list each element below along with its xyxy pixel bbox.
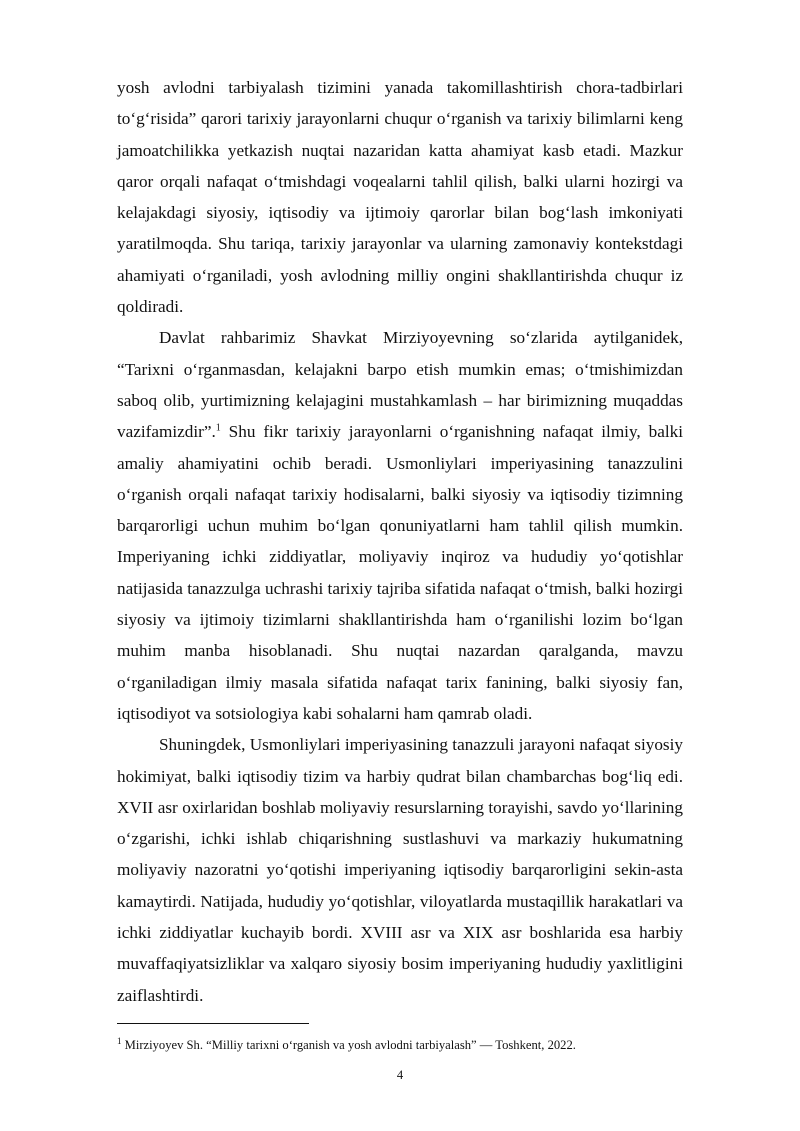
paragraph-text: Davlat rahbarimiz Shavkat Mirziyoyevning so‘zlarida aytilganidek, “Tarixni o‘rganmasdan, kelajakni barpo etish mumkin emas; o‘tmishimizdan saboq olib, yurtimizning kelajagini mustahkamlash – har birimizning muqaddas vazifamizdir”. bbox=[117, 328, 683, 442]
footnote bbox=[117, 1037, 683, 1053]
footnote-reference[interactable]: 1 bbox=[215, 422, 221, 434]
paragraph: yosh avlodni tarbiyalash tizimini yanada takomillashtirish chora-tadbirlari to‘g‘risida” qarori tarixiy jarayonlarni chuqur o‘rganish va tarixiy bilimlarni keng jamoatchilikka yetkazish nuqtai nazaridan katta ahamiyat kasb etadi. Mazkur qaror orqali nafaqat o‘tmishdagi voqealarni tahlil qilish, balki ularni hozirgi va kelajakdagi siyosiy, iqtisodiy va ijtimoiy qarorlar bilan bog‘lash imkoniyati yaratilmoqda. Shu tariqa, tarixiy jarayonlar va ularning zamonaviy kontekstdagi ahamiyati o‘rganiladi, yosh avlodning milliy ongini shakllantirishda chuqur iz qoldiradi. bbox=[117, 78, 683, 317]
paragraph: Shuningdek, Usmonliylari imperiyasining tanazzuli jarayoni nafaqat siyosiy hokimiyat, balki iqtisodiy tizim va harbiy qudrat bilan chambarchas bog‘liq edi. XVII asr oxirlaridan boshlab moliyaviy resurslarning torayishi, savdo yo‘llarining o‘zgarishi, ichki ishlab chiqarishning sustlashuvi va markaziy hukumatning moliyaviy nazoratni yo‘qotishi imperiyaning iqtisodiy barqarorligini sekin-asta kamaytirdi. Natijada, hududiy yo‘qotishlar, viloyatlarda mustaqillik harakatlari va ichki ziddiyatlar kuchayib bordi. XVIII asr va XIX asr boshlarida esa harbiy muvaffaqiyatsizliklar va xalqaro siyosiy bosim imperiyaning hududiy yaxlitligini zaiflashtirdi. bbox=[117, 735, 683, 1005]
paragraph-text: Shu fikr tarixiy jarayonlarni o‘rganishning nafaqat ilmiy, balki amaliy ahamiyatini ochib beradi. Usmonliylari imperiyasining tanazzulini o‘rganish orqali nafaqat tarixiy hodisalarni, balki siyosiy va iqtisodiy tizimning barqarorligi uchun muhim bo‘lgan qonuniyatlarni ham tahlil qilish mumkin. Imperiyaning ichki ziddiyatlar, moliyaviy inqiroz va hududiy yo‘qotishlar natijasida tanazzulga uchrashi tarixiy tajriba sifatida nafaqat o‘tmish, balki hozirgi siyosiy va ijtimoiy tizimlarni shakllantirishda ham o‘rganilishi lozim bo‘lgan muhim manba hisoblanadi. Shu nuqtai nazardan qaralganda, mavzu o‘rganiladigan ilmiy masala sifatida nafaqat tarix fanining, balki siyosiy fan, iqtisodiyot va sotsiologiya kabi sohalarni ham qamrab oladi. bbox=[117, 422, 683, 723]
page-number: 4 bbox=[396, 1068, 404, 1082]
footnote-divider bbox=[117, 1023, 309, 1024]
footnote-number: 1 bbox=[117, 1035, 122, 1046]
footnote-text: Mirziyoyev Sh. “Milliy tarixni o‘rganish va yosh avlodni tarbiyalash” — Toshkent, 2022. bbox=[121, 1038, 576, 1052]
document-body bbox=[117, 72, 683, 1011]
paragraph-with-footnote bbox=[117, 322, 683, 729]
